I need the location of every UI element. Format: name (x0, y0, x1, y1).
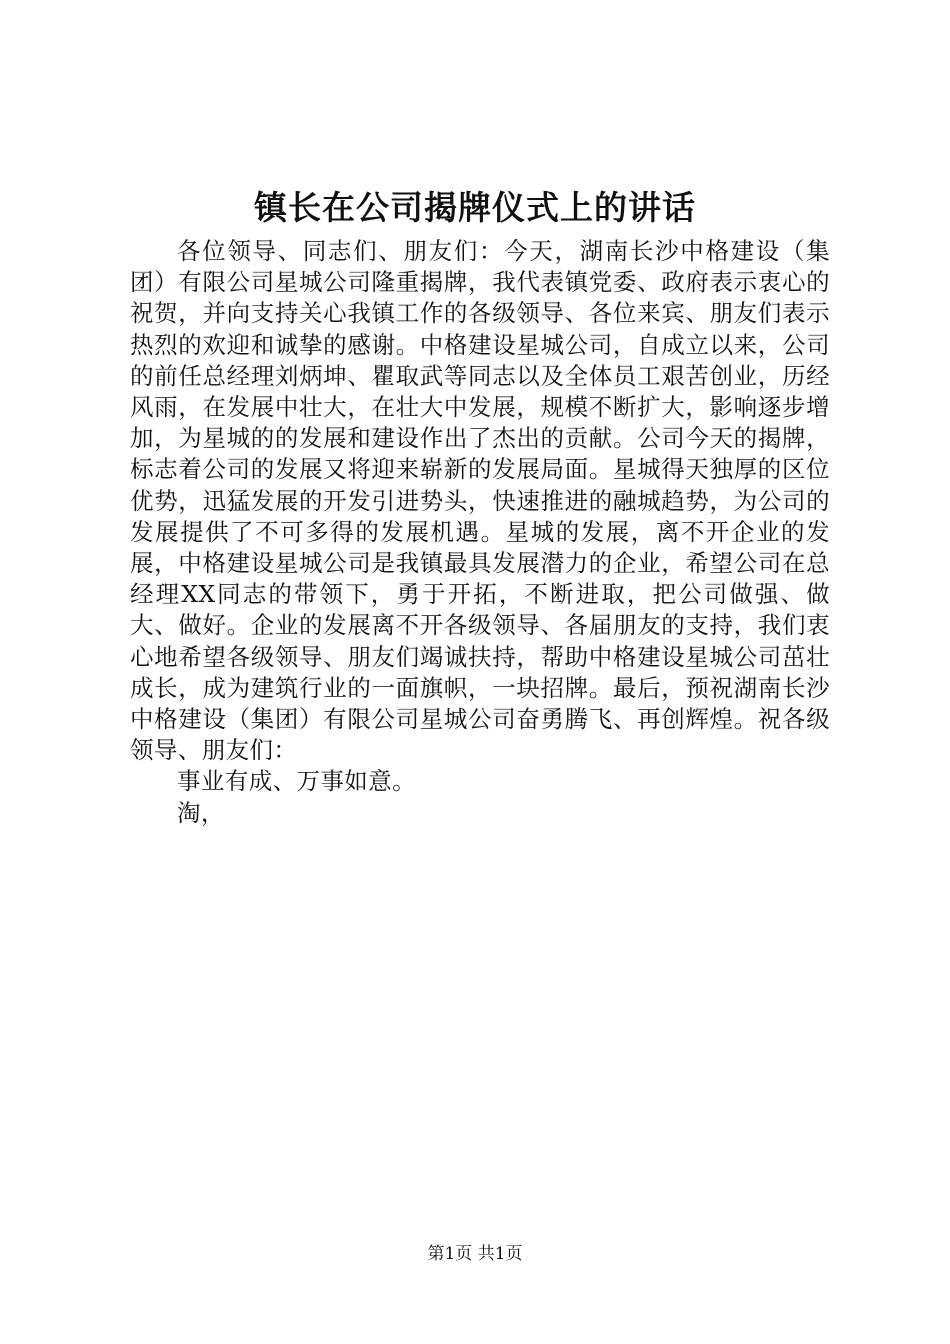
page-footer: 第1页 共1页 (427, 1244, 523, 1264)
document-title: 镇长在公司揭牌仪式上的讲话 (254, 188, 696, 227)
document-body (130, 236, 830, 829)
trailing-fragment-paragraph: 淘， (177, 798, 225, 827)
speech-paragraph: 各位领导、同志们、朋友们：今天，湖南长沙中格建设（集团）有限公司星城公司隆重揭牌，我代表镇党委、政府表示衷心的祝贺，并向支持关心我镇工作的各级领导、各位来宾、朋友们表示热烈的欢迎和诚挚的感谢。中格建设星城公司，自成立以来，公司的前任总经理刘炳坤、瞿取武等同志以及全体员工艰苦创业，历经风雨，在发展中壮大，在壮大中发展，规模不断扩大，影响逐步增加，为星城的的发展和建设作出了杰出的贡献。公司今天的揭牌，标志着公司的发展又将迎来崭新的发展局面。星城得天独厚的区位优势，迅猛发展的开发引进势头，快速推进的融城趋势，为公司的发展提供了不可多得的发展机遇。星城的发展，离不开企业的发展，中格建设星城公司是我镇最具发展潜力的企业，希望公司在总经理XX同志的带领下，勇于开拓，不断进取，把公司做强、做大、做好。企业的发展离不开各级领导、各届朋友的支持，我们衷心地希望各级领导、朋友们竭诚扶持，帮助中格建设星城公司茁壮成长，成为建筑行业的一面旗帜，一块招牌。最后，预祝湖南长沙中格建设（集团）有限公司星城公司奋勇腾飞、再创辉煌。祝各级领导、朋友们： (130, 237, 830, 765)
closing-wish-paragraph: 事业有成、万事如意。 (177, 767, 416, 796)
